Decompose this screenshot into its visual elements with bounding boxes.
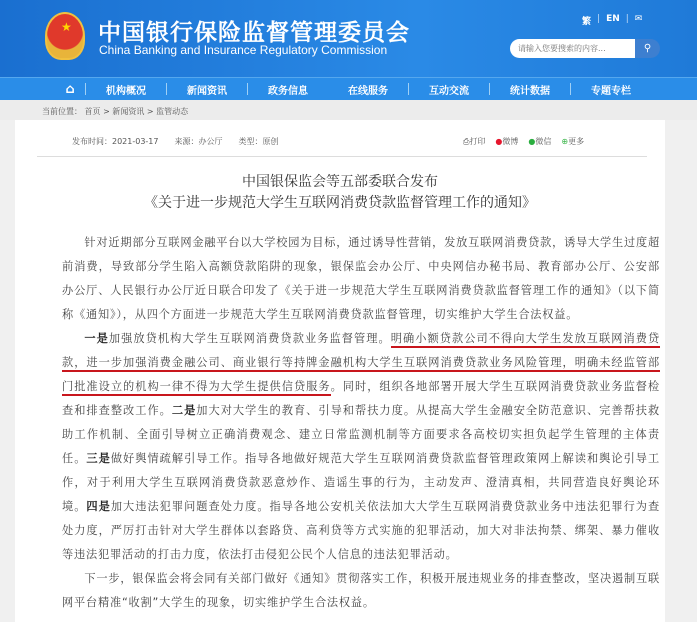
wechat-label: 微信 [535, 137, 552, 146]
text: 做好舆情疏解引导工作。指导各地做好规范大学生互联网消费贷款监督管理政策网上解读和舆论引导工作，对于利用大学生互联网消费贷款恶意炒作、造谣生事的行为，主动发声、澄清真相，共同营造良好舆论环境。 [62, 452, 660, 513]
breadcrumb-label: 当前位置： [42, 107, 82, 116]
text: 加大对大学生的教育、引导和帮扶力度。从提高大学生金融安全防范意识、完善帮扶救助工作机制、全面引导树立正确消费观念、建立日常监测机制等方面要求各高校切实担负起学生管理的主体责任。 [62, 404, 660, 465]
article-type: 类型：原创 [238, 137, 279, 146]
site-header [0, 0, 697, 77]
divider [37, 156, 647, 157]
weibo-share-button[interactable] [495, 136, 518, 147]
breadcrumb-current[interactable]: 监管动态 [156, 107, 189, 116]
paragraph: 下一步，银保监会将会同有关部门做好《通知》贯彻落实工作，积极开展违规业务的排查整改，坚决遏制互联网平台精准“收割”大学生的现象，切实维护学生合法权益。 [62, 572, 660, 609]
bold-lead: 二是 [171, 404, 197, 417]
title-line-1: 中国银保监会等五部委联合发布 [242, 174, 438, 190]
nav-item-government-info[interactable]: 政务信息 [268, 85, 308, 97]
article-panel [15, 120, 665, 622]
nav-item-statistics[interactable]: 统计数据 [510, 85, 550, 97]
nav-item-about[interactable]: 机构概况 [106, 85, 146, 97]
title-line-2: 《关于进一步规范大学生互联网消费贷款监督管理工作的通知》 [144, 195, 536, 211]
main-nav [0, 77, 697, 100]
print-button[interactable] [463, 136, 485, 147]
breadcrumb-sep: > [103, 107, 110, 116]
article-body [62, 231, 660, 615]
text: 加大违法犯罪问题查处力度。指导各地公安机关依法加大大学生互联网消费贷款业务中违法犯罪行为查处力度，严厉打击针对大学生群体以套路贷、高利贷等方式实施的犯罪活动，加大对非法拘禁、绑架、暴力催收等违法犯罪活动的打击力度，依法打击侵犯公民个人信息的违法犯罪活动。 [62, 500, 660, 561]
source: 来源：办公厅 [174, 137, 223, 146]
traditional-chinese-link[interactable]: 繁 [582, 17, 592, 27]
red-underlined-text: 明确小额贷款公司不得向大学生发放互联网消费贷款，进一步加强消费金融公司、商业银行等持牌金融机构大学生互联网消费贷款业务风险管理，明确未经监管部门批准设立的机构一律不得为大学生提供信贷服务 [62, 332, 660, 396]
nav-item-online-service[interactable]: 在线服务 [348, 85, 388, 97]
search-icon: ⚲ [643, 43, 652, 54]
english-link[interactable]: EN [606, 14, 620, 24]
more-share-button[interactable] [561, 136, 584, 147]
page-side-gutter [665, 120, 697, 622]
text: 。同时，组织各地部署开展大学生互联网消费贷款业务监督检查和排查整改工作。 [62, 380, 660, 417]
bold-lead: 三是 [86, 452, 111, 465]
breadcrumb [0, 100, 697, 120]
separator: | [597, 14, 601, 24]
weibo-icon: ● [495, 137, 503, 146]
separator: | [625, 14, 629, 24]
paragraph [62, 327, 660, 567]
wechat-icon: ● [528, 137, 536, 146]
language-switcher [582, 14, 642, 27]
nav-item-special-topics[interactable]: 专题专栏 [591, 85, 631, 97]
print-label: 打印 [469, 137, 486, 146]
search-input[interactable] [510, 39, 635, 58]
mail-icon[interactable]: ✉ [634, 14, 643, 24]
text: 加强放贷机构大学生互联网消费贷款业务监督管理。 [108, 332, 391, 345]
printer-icon: ⎙ [463, 137, 470, 146]
national-emblem-logo: ★ [45, 12, 85, 60]
paragraph: 针对近期部分互联网金融平台以大学校园为目标，通过诱导性营销，发放互联网消费贷款，诱导大学生过度超前消费，导致部分学生陷入高额贷款陷阱的现象，银保监会办公厅、中央网信办秘书局、教育部办公厅、公安部办公厅、人民银行办公厅近日联合印发了《关于进一步规范大学生互联网消费贷款监督管理工作的通知》（以下简称《通知》），从四个方面进一步规范大学生互联网消费贷款监督管理，切实维护大学生合法权益。 [62, 236, 660, 321]
weibo-label: 微博 [502, 137, 519, 146]
breadcrumb-home[interactable]: 首页 [84, 107, 101, 116]
share-bar [463, 136, 584, 147]
search-box [510, 39, 660, 58]
nav-item-interaction[interactable]: 互动交流 [429, 85, 469, 97]
more-label: 更多 [568, 137, 585, 146]
search-button[interactable] [635, 39, 660, 58]
home-icon[interactable]: ⌂ [65, 81, 75, 97]
site-title-cn[interactable]: 中国银行保险监督管理委员会 [98, 20, 410, 46]
bold-lead: 四是 [86, 500, 111, 513]
plus-icon: ⊕ [561, 137, 569, 146]
article-meta [72, 136, 279, 147]
nav-item-news[interactable]: 新闻资讯 [187, 85, 227, 97]
wechat-share-button[interactable] [528, 136, 551, 147]
publish-date: 发布时间：2021-03-17 [72, 137, 159, 146]
article-title [15, 172, 665, 214]
breadcrumb-sep: > [146, 107, 154, 116]
bold-lead: 一是 [84, 332, 109, 345]
breadcrumb-news[interactable]: 新闻资讯 [112, 107, 145, 116]
site-title-en: China Banking and Insurance Regulatory Commission [99, 43, 388, 57]
